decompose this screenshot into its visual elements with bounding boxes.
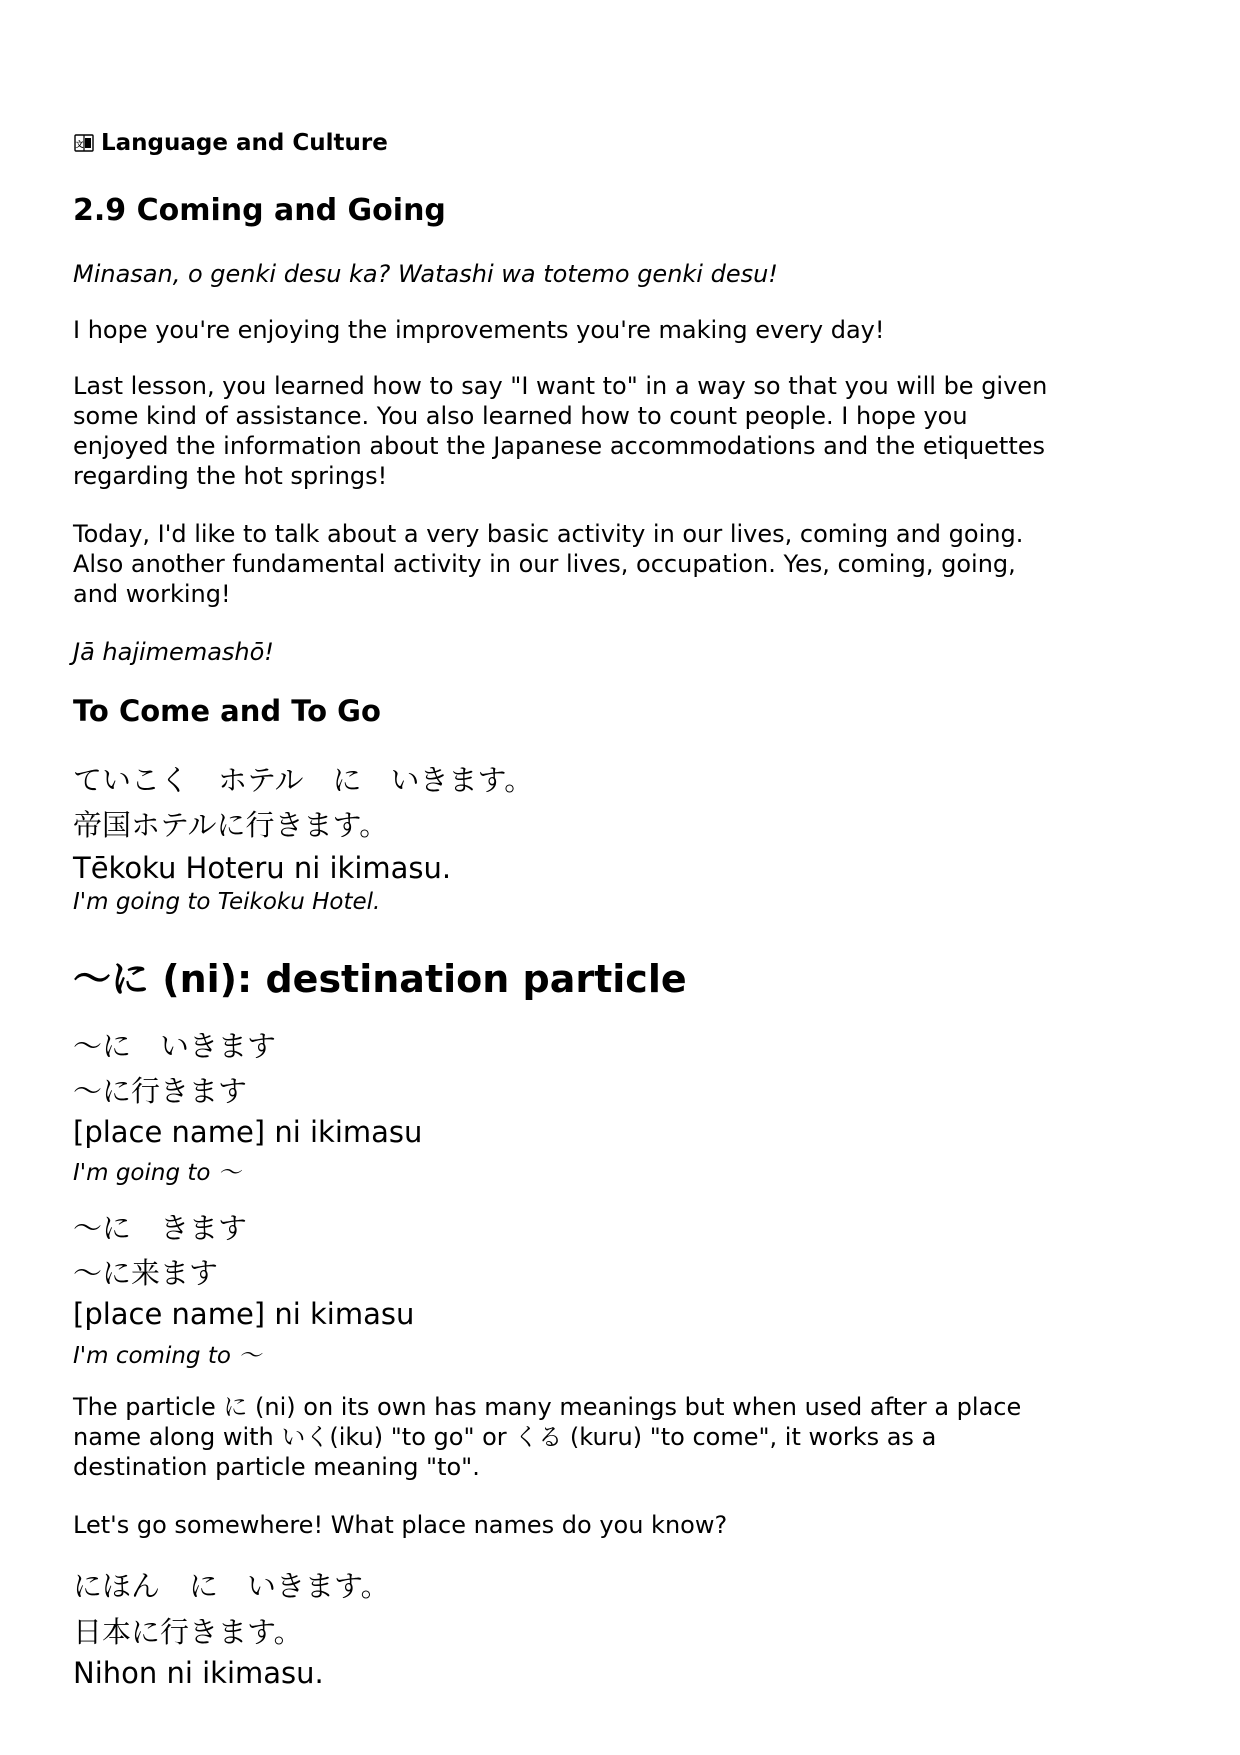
text-line: and working! (73, 580, 231, 608)
text-line: some kind of assistance. You also learned how to count people. I hope you (73, 402, 968, 430)
prompt-text: Let's go somewhere! What place names do you know? (73, 1511, 728, 1539)
text-line: enjoyed the information about the Japanese accommodations and the etiquettes (73, 432, 1046, 460)
greeting: Minasan, o genki desu ka? Watashi wa totemo genki desu! (73, 260, 778, 288)
heading-destination-particle: 〜に (ni): destination particle (73, 957, 687, 1001)
pattern-go-english: I'm going to 〜 (73, 1160, 241, 1186)
example1-english: I'm going to Teikoku Hotel. (73, 889, 381, 915)
pattern-come-kana: 〜に きます (73, 1211, 248, 1245)
particle-explanation (73, 1392, 1021, 1482)
example1-kanji: 帝国ホテルに行きます。 (73, 808, 389, 842)
example2-romaji: Nihon ni ikimasu. (73, 1656, 324, 1690)
text-line: destination particle meaning "to". (73, 1453, 480, 1481)
svg-text:文: 文 (75, 140, 84, 149)
text-line: Last lesson, you learned how to say "I want to" in a way so that you will be given (73, 372, 1048, 400)
text-line: name along with いく(iku) "to go" or くる (kuru) "to come", it works as a (73, 1423, 937, 1451)
lets-begin: Jā hajimemashō! (73, 638, 274, 666)
pattern-go-romaji: [place name] ni ikimasu (73, 1115, 423, 1149)
text-line: regarding the hot springs! (73, 462, 388, 490)
lesson-title: 2.9 Coming and Going (73, 193, 446, 228)
example1-kana: ていこく ホテル に いきます。 (73, 763, 534, 797)
pattern-go-kana: 〜に いきます (73, 1029, 277, 1063)
pattern-come-english: I'm coming to 〜 (73, 1343, 262, 1369)
intro-paragraph-1: I hope you're enjoying the improvements you're making every day! (73, 316, 885, 344)
intro-paragraph-3 (73, 519, 1023, 609)
pattern-go-kanji: 〜に行きます (73, 1074, 248, 1108)
book-icon (73, 132, 95, 154)
section-tag (73, 130, 388, 156)
heading-come-and-go: To Come and To Go (73, 694, 381, 728)
example2-kanji: 日本に行きます。 (73, 1615, 303, 1649)
example1-romaji: Tēkoku Hoteru ni ikimasu. (73, 851, 452, 885)
pattern-come-romaji: [place name] ni kimasu (73, 1297, 415, 1331)
pattern-come-kanji: 〜に来ます (73, 1256, 219, 1290)
text-line: Today, I'd like to talk about a very basic activity in our lives, coming and going. (73, 520, 1024, 548)
example2-kana: にほん に いきます。 (73, 1569, 390, 1603)
section-tag-label: Language and Culture (101, 130, 388, 156)
text-line: The particle に (ni) on its own has many meanings but when used after a place (73, 1393, 1022, 1421)
intro-paragraph-2 (73, 371, 1047, 491)
text-line: Also another fundamental activity in our lives, occupation. Yes, coming, going, (73, 550, 1016, 578)
